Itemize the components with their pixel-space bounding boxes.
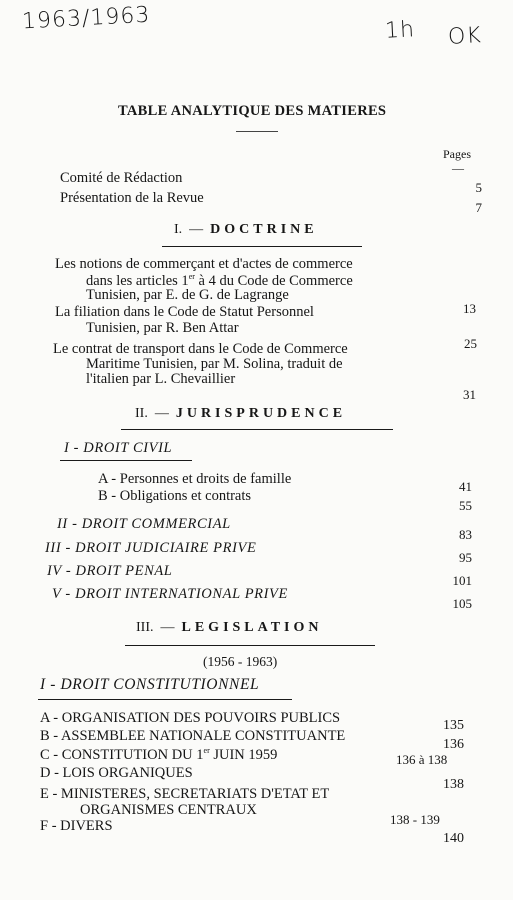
section-heading-jurisprudence: II. — JURISPRUDENCE bbox=[135, 406, 347, 421]
jurisprudence-item-page: 83 bbox=[459, 527, 472, 542]
doctrine-entry-line: Tunisien, par R. Ben Attar bbox=[86, 320, 239, 336]
section-rule bbox=[162, 246, 362, 247]
section-heading-legislation: III. — LEGISLATION bbox=[136, 620, 323, 635]
legislation-item-page: 140 bbox=[443, 831, 464, 846]
intro-entry-label: Présentation de la Revue bbox=[60, 190, 204, 206]
legislation-item-label: F - DIVERS bbox=[40, 818, 113, 834]
civil-item-label: B - Obligations et contrats bbox=[98, 488, 252, 504]
handwritten-ok: OK bbox=[447, 23, 483, 50]
doctrine-entry-page: 13 bbox=[463, 301, 476, 316]
legislation-period: (1956 - 1963) bbox=[203, 654, 278, 669]
jurisprudence-item-page: 95 bbox=[459, 550, 472, 565]
jurisprudence-item-label: II - DROIT COMMERCIAL bbox=[57, 516, 231, 532]
constitutional-underline bbox=[38, 699, 292, 700]
doctrine-entry-line: Le contrat de transport dans le Code de Commerce bbox=[53, 341, 348, 357]
civil-item-page: 41 bbox=[459, 479, 472, 494]
legislation-item-page: 138 bbox=[443, 777, 464, 792]
civil-item-label: A - Personnes et droits de famille bbox=[98, 471, 292, 487]
intro-entry-label: Comité de Rédaction bbox=[60, 170, 183, 186]
legislation-item-label: B - ASSEMBLEE NATIONALE CONSTITUANTE bbox=[40, 728, 346, 744]
doctrine-entry-line: Tunisien, par E. de G. de Lagrange bbox=[86, 287, 289, 303]
civil-underline bbox=[60, 460, 192, 461]
pages-dash: — bbox=[452, 161, 464, 175]
page-title: TABLE ANALYTIQUE DES MATIERES bbox=[118, 103, 387, 119]
jurisprudence-item-label: IV - DROIT PENAL bbox=[47, 563, 173, 579]
doctrine-entry-page: 31 bbox=[463, 387, 476, 402]
legislation-item-label: A - ORGANISATION DES POUVOIRS PUBLICS bbox=[40, 710, 341, 726]
civil-item-page: 55 bbox=[459, 498, 472, 513]
doctrine-entry-line: Les notions de commerçant et d'actes de commerce bbox=[55, 256, 353, 272]
intro-entry-page: 5 bbox=[475, 180, 482, 195]
doctrine-entry-line: La filiation dans le Code de Statut Personnel bbox=[55, 304, 314, 320]
title-rule bbox=[236, 131, 278, 132]
doctrine-entry-line: dans les articles 1er à 4 du Code de Commerce bbox=[86, 272, 353, 289]
jurisprudence-item-page: 101 bbox=[452, 573, 472, 588]
doctrine-entry-line: Maritime Tunisien, par M. Solina, traduit de bbox=[86, 356, 343, 372]
section-rule bbox=[125, 645, 375, 646]
constitutional-title: I - DROIT CONSTITUTIONNEL bbox=[40, 676, 260, 693]
jurisprudence-item-page: 105 bbox=[452, 596, 472, 611]
section-heading-doctrine: I. — DOCTRINE bbox=[174, 222, 318, 237]
legislation-item-label: D - LOIS ORGANIQUES bbox=[40, 765, 193, 781]
handwritten-date: 1963/1963 bbox=[21, 2, 151, 35]
legislation-item-label: C - CONSTITUTION DU 1er JUIN 1959 bbox=[40, 746, 278, 763]
jurisprudence-item-label: V - DROIT INTERNATIONAL PRIVE bbox=[52, 586, 288, 602]
doctrine-entry-line: l'italien par L. Chevaillier bbox=[86, 371, 236, 387]
legislation-item-page: 136 à 138 bbox=[396, 752, 448, 767]
legislation-item-page: 138 - 139 bbox=[390, 812, 440, 827]
intro-entry-page: 7 bbox=[475, 200, 482, 215]
civil-title: I - DROIT CIVIL bbox=[64, 440, 173, 456]
legislation-item-label: E - MINISTERES, SECRETARIATS D'ETAT ET bbox=[40, 786, 330, 802]
handwritten-number: 1h bbox=[384, 17, 416, 44]
legislation-item-label: ORGANISMES CENTRAUX bbox=[80, 802, 257, 818]
pages-header: Pages bbox=[443, 147, 471, 161]
legislation-item-page: 136 bbox=[443, 737, 464, 752]
jurisprudence-item-label: III - DROIT JUDICIAIRE PRIVE bbox=[45, 540, 257, 556]
legislation-item-page: 135 bbox=[443, 718, 464, 733]
section-rule bbox=[121, 429, 393, 430]
doctrine-entry-page: 25 bbox=[464, 336, 477, 351]
